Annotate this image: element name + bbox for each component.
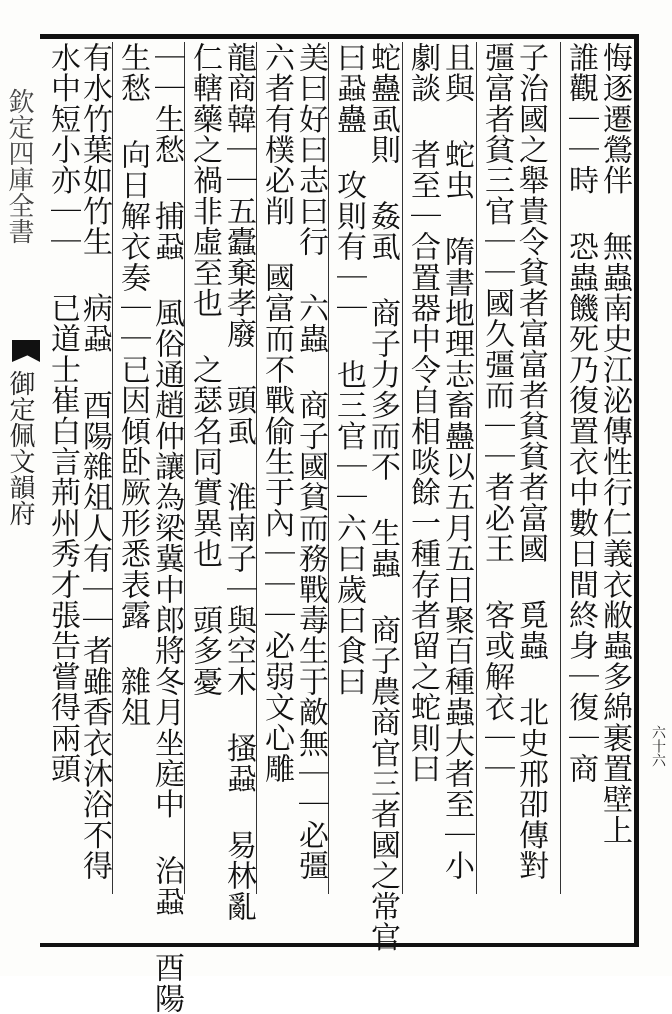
text-column: 曰蝨蠱 攻則有｜｜ 也三官｜｜六曰歲曰食曰	[331, 42, 366, 697]
text-column: 有水竹葉如竹生 病蝨 酉陽雜俎人有｜｜者雖香衣沐浴不得	[77, 42, 112, 881]
fishtail-mark-icon	[12, 340, 40, 362]
column-rule	[560, 42, 561, 894]
text-column: 仁轄藥之禍非虛至也 之瑟名同實異也 頭多憂	[187, 42, 222, 697]
text-column: 誰觀｜｜時 恐蟲饑死乃復置衣中數日間終身｜復｜商	[563, 42, 598, 784]
text-column: 六者有樸必削 國富而不戰偷生于內｜｜｜必弱文心雕	[259, 42, 294, 784]
page-margin	[0, 40, 38, 940]
text-column: ｜｜生愁 捕蝨 風俗通趙仲讓為梁冀中郎將冬月坐庭中 治蝨 酉陽	[149, 42, 184, 1014]
text-column: 劇談 者至｜合置器中令自相啖餘一種存者留之蛇則曰	[405, 42, 440, 784]
column-rule	[184, 42, 185, 894]
text-column: 美曰好曰志曰行 六蟲 商子國貧而務戰毒生于敵無｜｜必彊	[293, 42, 328, 881]
column-rule	[476, 42, 477, 894]
text-column: 子治國之舉貴令貧者富富者貧貧者富國 覓蟲 北史邢卲傳對	[513, 42, 548, 881]
text-column: 蛇蠱虱則 姦虱 商子力多而不 生蟲 商子農商官三者國之常官	[365, 42, 400, 953]
text-column: 彊富者貧三官｜｜國久彊而｜｜者必王 客或解衣｜｜	[479, 42, 514, 784]
column-rule	[328, 42, 329, 894]
text-column: 水中短小亦｜｜ 已道士崔白言荊州秀才張告嘗得兩頭	[45, 42, 80, 784]
text-column: 生愁 向日解衣奏｜｜已因傾卧厥形悉表露 雜俎	[115, 42, 150, 728]
column-rule	[402, 42, 403, 894]
text-column: 且與 蛇虫 隋書地理志畜蠱以五月五日聚百種蟲大者至｜小	[439, 42, 474, 881]
column-rule	[256, 42, 257, 894]
margin-volume-title: 御定佩文韻府	[5, 370, 35, 526]
margin-top-fragment: 欽定四庫全書	[4, 88, 34, 244]
folio-number: 六十六	[650, 725, 666, 767]
text-column: 悔逐遷鶯伴 無蟲南史江泌傳性行仁義衣敝蟲多綿裹置壁上	[597, 42, 632, 846]
column-rule	[112, 42, 113, 894]
text-column: 龍商韓｜｜五蠹棄孝廢 頭虱 淮南子｜與空木 搔蝨 易林亂	[221, 42, 256, 922]
